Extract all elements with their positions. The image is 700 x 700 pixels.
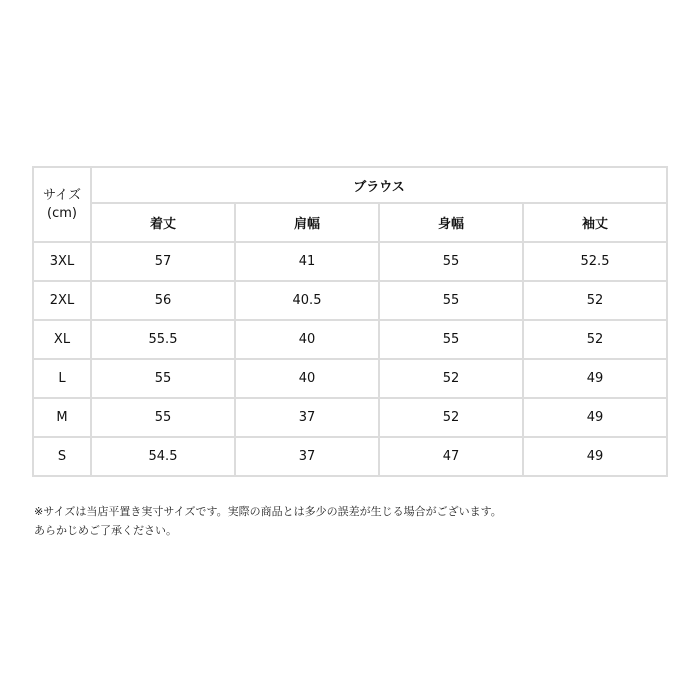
size-header-cell xyxy=(33,167,91,242)
cell-width: 52 xyxy=(379,398,523,437)
cell-width: 55 xyxy=(379,281,523,320)
cell-sleeve: 49 xyxy=(523,398,667,437)
cell-width: 55 xyxy=(379,320,523,359)
cell-length: 56 xyxy=(91,281,235,320)
cell-sleeve: 52 xyxy=(523,281,667,320)
cell-shoulder: 37 xyxy=(235,398,379,437)
size-chart-table xyxy=(32,166,668,477)
cell-shoulder: 40 xyxy=(235,320,379,359)
cell-shoulder: 40 xyxy=(235,359,379,398)
table-row xyxy=(33,320,667,359)
cell-sleeve: 52.5 xyxy=(523,242,667,281)
table-row xyxy=(33,437,667,476)
cell-sleeve: 49 xyxy=(523,359,667,398)
cell-sleeve: 52 xyxy=(523,320,667,359)
size-header-label: サイズ xyxy=(43,187,81,203)
table-row xyxy=(33,398,667,437)
cell-length: 55.5 xyxy=(91,320,235,359)
group-header-blouse: ブラウス xyxy=(91,167,667,203)
row-size-label: 2XL xyxy=(33,281,91,320)
cell-shoulder: 41 xyxy=(235,242,379,281)
row-size-label: 3XL xyxy=(33,242,91,281)
cell-length: 57 xyxy=(91,242,235,281)
note-line-1: ※サイズは当店平置き実寸サイズです。実際の商品とは多少の誤差が生じる場合がございます。 xyxy=(34,505,502,518)
column-header-length: 着丈 xyxy=(91,203,235,242)
note-line-2: あらかじめご了承ください。 xyxy=(34,524,177,537)
row-size-label: S xyxy=(33,437,91,476)
unit-label: (cm) xyxy=(47,205,77,221)
table-row xyxy=(33,281,667,320)
table-row xyxy=(33,359,667,398)
cell-length: 55 xyxy=(91,398,235,437)
cell-width: 52 xyxy=(379,359,523,398)
cell-width: 55 xyxy=(379,242,523,281)
column-header-sleeve: 袖丈 xyxy=(523,203,667,242)
table-row xyxy=(33,242,667,281)
row-size-label: XL xyxy=(33,320,91,359)
cell-length: 54.5 xyxy=(91,437,235,476)
column-header-width: 身幅 xyxy=(379,203,523,242)
row-size-label: M xyxy=(33,398,91,437)
cell-width: 47 xyxy=(379,437,523,476)
cell-shoulder: 37 xyxy=(235,437,379,476)
measurement-note xyxy=(34,502,674,540)
column-header-shoulder: 肩幅 xyxy=(235,203,379,242)
cell-sleeve: 49 xyxy=(523,437,667,476)
cell-length: 55 xyxy=(91,359,235,398)
row-size-label: L xyxy=(33,359,91,398)
cell-shoulder: 40.5 xyxy=(235,281,379,320)
